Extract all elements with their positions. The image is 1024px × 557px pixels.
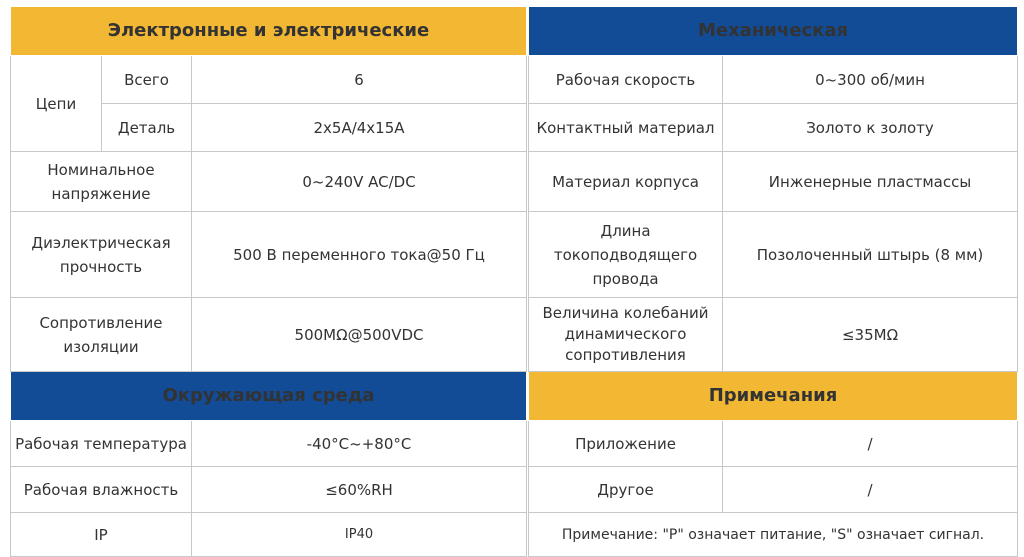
humidity-label: Рабочая влажность [11,467,192,513]
detail-label: Деталь [102,104,192,152]
total-label: Всего [102,56,192,104]
dielectric-value: 500 В переменного тока@50 Гц [192,212,527,298]
application-value: / [723,421,1018,467]
voltage-label: Номинальное напряжение [11,152,192,212]
application-label: Приложение [529,421,723,467]
other-value: / [723,467,1018,513]
lead-label: Длина токоподводящего провода [529,212,723,298]
mechanical-header: Механическая [529,7,1018,56]
environment-header: Окружающая среда [11,372,527,421]
speed-value: 0~300 об/мин [723,56,1018,104]
resistance-label: Величина колебаний динамического сопротивления [529,298,723,372]
resistance-value: ≤35MΩ [723,298,1018,372]
dielectric-label: Диэлектрическая прочность [11,212,192,298]
other-label: Другое [529,467,723,513]
contact-value: Золото к золоту [723,104,1018,152]
insulation-label: Сопротивление изоляции [11,298,192,372]
ip-value: IP40 [192,513,527,557]
detail-value: 2x5A/4x15A [192,104,527,152]
speed-label: Рабочая скорость [529,56,723,104]
lead-value: Позолоченный штырь (8 мм) [723,212,1018,298]
housing-label: Материал корпуса [529,152,723,212]
notes-header: Примечания [529,372,1018,421]
voltage-value: 0~240V AC/DC [192,152,527,212]
circuits-label: Цепи [11,56,102,152]
total-value: 6 [192,56,527,104]
mechanical-notes-table [528,6,1018,557]
temp-value: -40°C~+80°C [192,421,527,467]
electrical-environment-table [10,6,527,557]
humidity-value: ≤60%RH [192,467,527,513]
electrical-header: Электронные и электрические [11,7,527,56]
ip-label: IP [11,513,192,557]
contact-label: Контактный материал [529,104,723,152]
temp-label: Рабочая температура [11,421,192,467]
housing-value: Инженерные пластмассы [723,152,1018,212]
insulation-value: 500MΩ@500VDC [192,298,527,372]
note-text: Примечание: "P" означает питание, "S" означает сигнал. [529,513,1018,557]
